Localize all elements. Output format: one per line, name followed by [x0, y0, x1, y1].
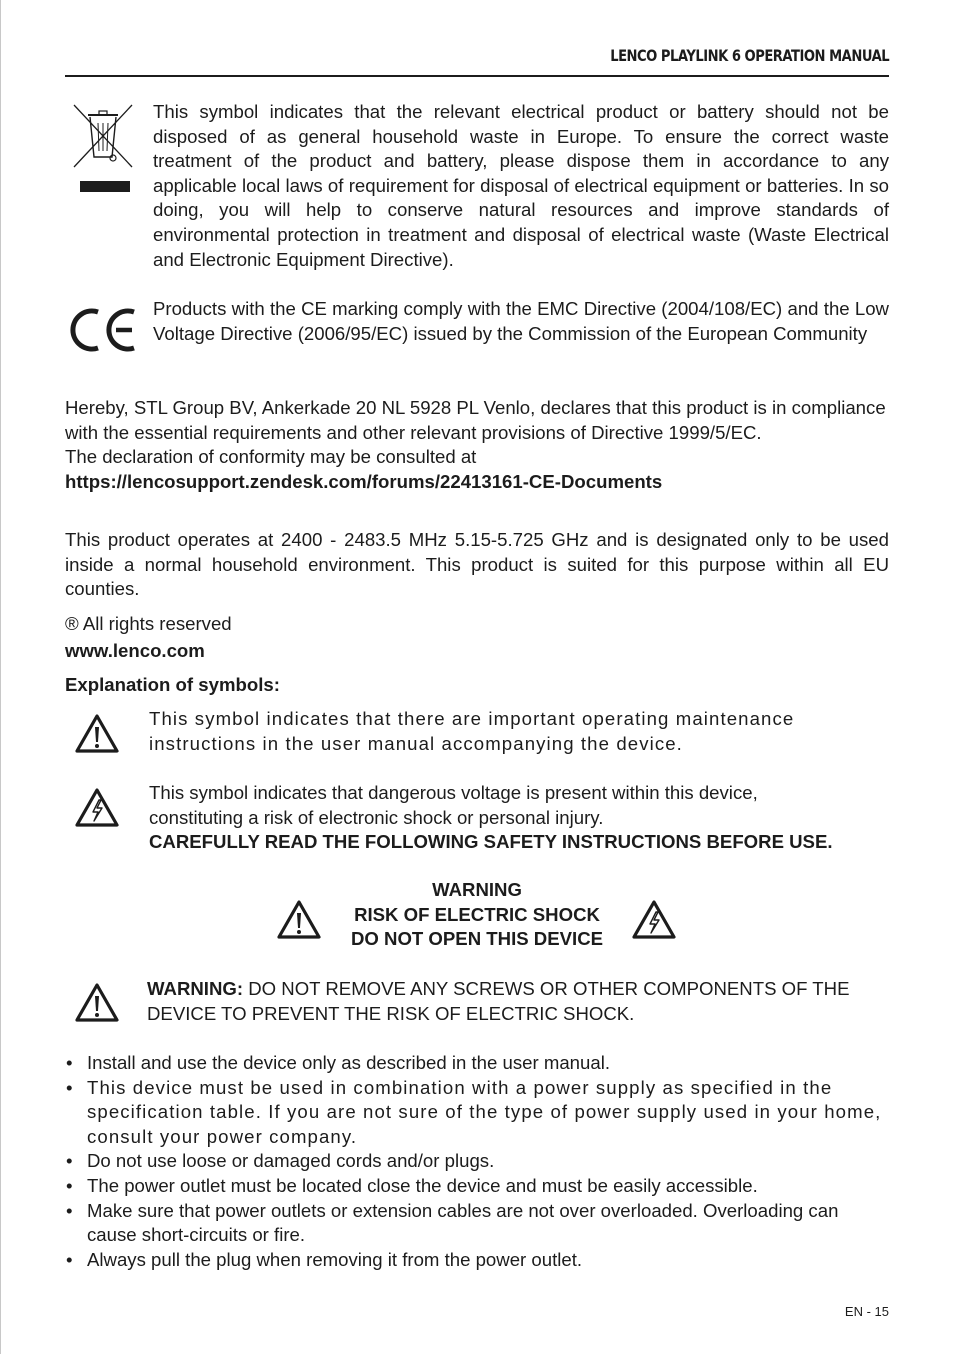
- declaration-line: Hereby, STL Group BV, Ankerkade 20 NL 5928 PL Venlo, declares that this product is in compliance: [65, 397, 886, 418]
- voltage-symbol-block: [149, 781, 889, 855]
- ce-documents-link[interactable]: https://lencosupport.zendesk.com/forums/22413161-CE-Documents: [65, 470, 663, 492]
- ce-notice: Products with the CE marking comply with the EMC Directive (2004/108/EC) and the Low Voltage Directive (2006/95/EC) issued by the Commission of the European Community: [153, 298, 889, 344]
- declaration: [65, 396, 889, 494]
- list-item: • Do not use loose or damaged cords and/or plugs.: [65, 1149, 889, 1174]
- exclamation-warning-icon: [74, 713, 120, 755]
- screws-warning-label: WARNING:: [147, 978, 244, 999]
- exclamation-warning-icon: [74, 982, 120, 1024]
- symbols-heading: Explanation of symbols:: [65, 674, 280, 695]
- list-item: • Install and use the device only as described in the user manual.: [65, 1051, 889, 1076]
- website-link[interactable]: www.lenco.com: [65, 640, 205, 661]
- list-item: • Make sure that power outlets or extension cables are not over overloaded. Overloading can cause short-circuits or fire.: [65, 1199, 889, 1248]
- voltage-symbol-text: constituting a risk of electronic shock or personal injury.: [149, 806, 604, 828]
- manual-title: LENCO PLAYLINK 6 OPERATION MANUAL: [610, 46, 889, 65]
- lightning-warning-icon: [74, 787, 120, 829]
- warning-line: RISK OF ELECTRIC SHOCK: [354, 903, 600, 925]
- maintenance-symbol-text: This symbol indicates that there are important operating maintenance instructions in the user manual accompanying the device.: [149, 708, 795, 754]
- warning-line: DO NOT OPEN THIS DEVICE: [350, 928, 604, 950]
- declaration-line: The declaration of conformity may be consulted at: [65, 446, 477, 468]
- page-edge-line: [0, 0, 1, 1354]
- exclamation-warning-icon: [276, 899, 322, 941]
- rights-text: ® All rights reserved: [65, 613, 232, 634]
- ce-mark-icon: [68, 306, 142, 354]
- screws-warning-text: DO NOT REMOVE ANY SCREWS OR OTHER COMPONENTS OF THE DEVICE TO PREVENT THE RISK OF ELECTRIC SHOCK.: [147, 978, 850, 1024]
- list-item: • This device must be used in combination with a power supply as specified in the specification table. If you are not sure of the type of power supply used in your home, consult your power company.: [65, 1076, 889, 1150]
- crossed-out-wheelie-bin-icon: [72, 103, 134, 195]
- safety-instructions-list: [65, 1051, 889, 1272]
- warning-heading: WARNING: [432, 879, 522, 900]
- list-item: • The power outlet must be located close the device and must be easily accessible.: [65, 1174, 889, 1199]
- weee-notice: This symbol indicates that the relevant electrical product or battery should not be disposed of as general household waste in Europe. To ensure the correct waste treatment of the product and battery, please dispose them in accordance to any applicable local laws of requirement for disposal of electrical equipment or batteries. In so doing, you will help to conserve natural resources and improve standards of environmental protection in treatment and disposal of electrical waste (Waste Electrical and Electronic Equipment Directive).: [153, 101, 889, 270]
- list-item: • Always pull the plug when removing it from the power outlet.: [65, 1248, 889, 1273]
- declaration-line: with the essential requirements and other relevant provisions of Directive 1999/5/EC.: [65, 421, 762, 443]
- page-number: EN - 15: [844, 1304, 889, 1319]
- frequency-notice: This product operates at 2400 - 2483.5 MHz 5.15-5.725 GHz and is designated only to be used inside a normal household environment. This product is suited for this purpose within all EU counties.: [65, 529, 889, 600]
- electric-shock-warning: [327, 878, 627, 952]
- voltage-symbol-text: This symbol indicates that dangerous voltage is present within this device,: [149, 782, 758, 803]
- screws-warning: [147, 977, 889, 1026]
- lightning-warning-icon: [631, 899, 677, 941]
- read-instructions-notice: CAREFULLY READ THE FOLLOWING SAFETY INSTRUCTIONS BEFORE USE.: [149, 831, 833, 853]
- header-divider: [65, 75, 889, 77]
